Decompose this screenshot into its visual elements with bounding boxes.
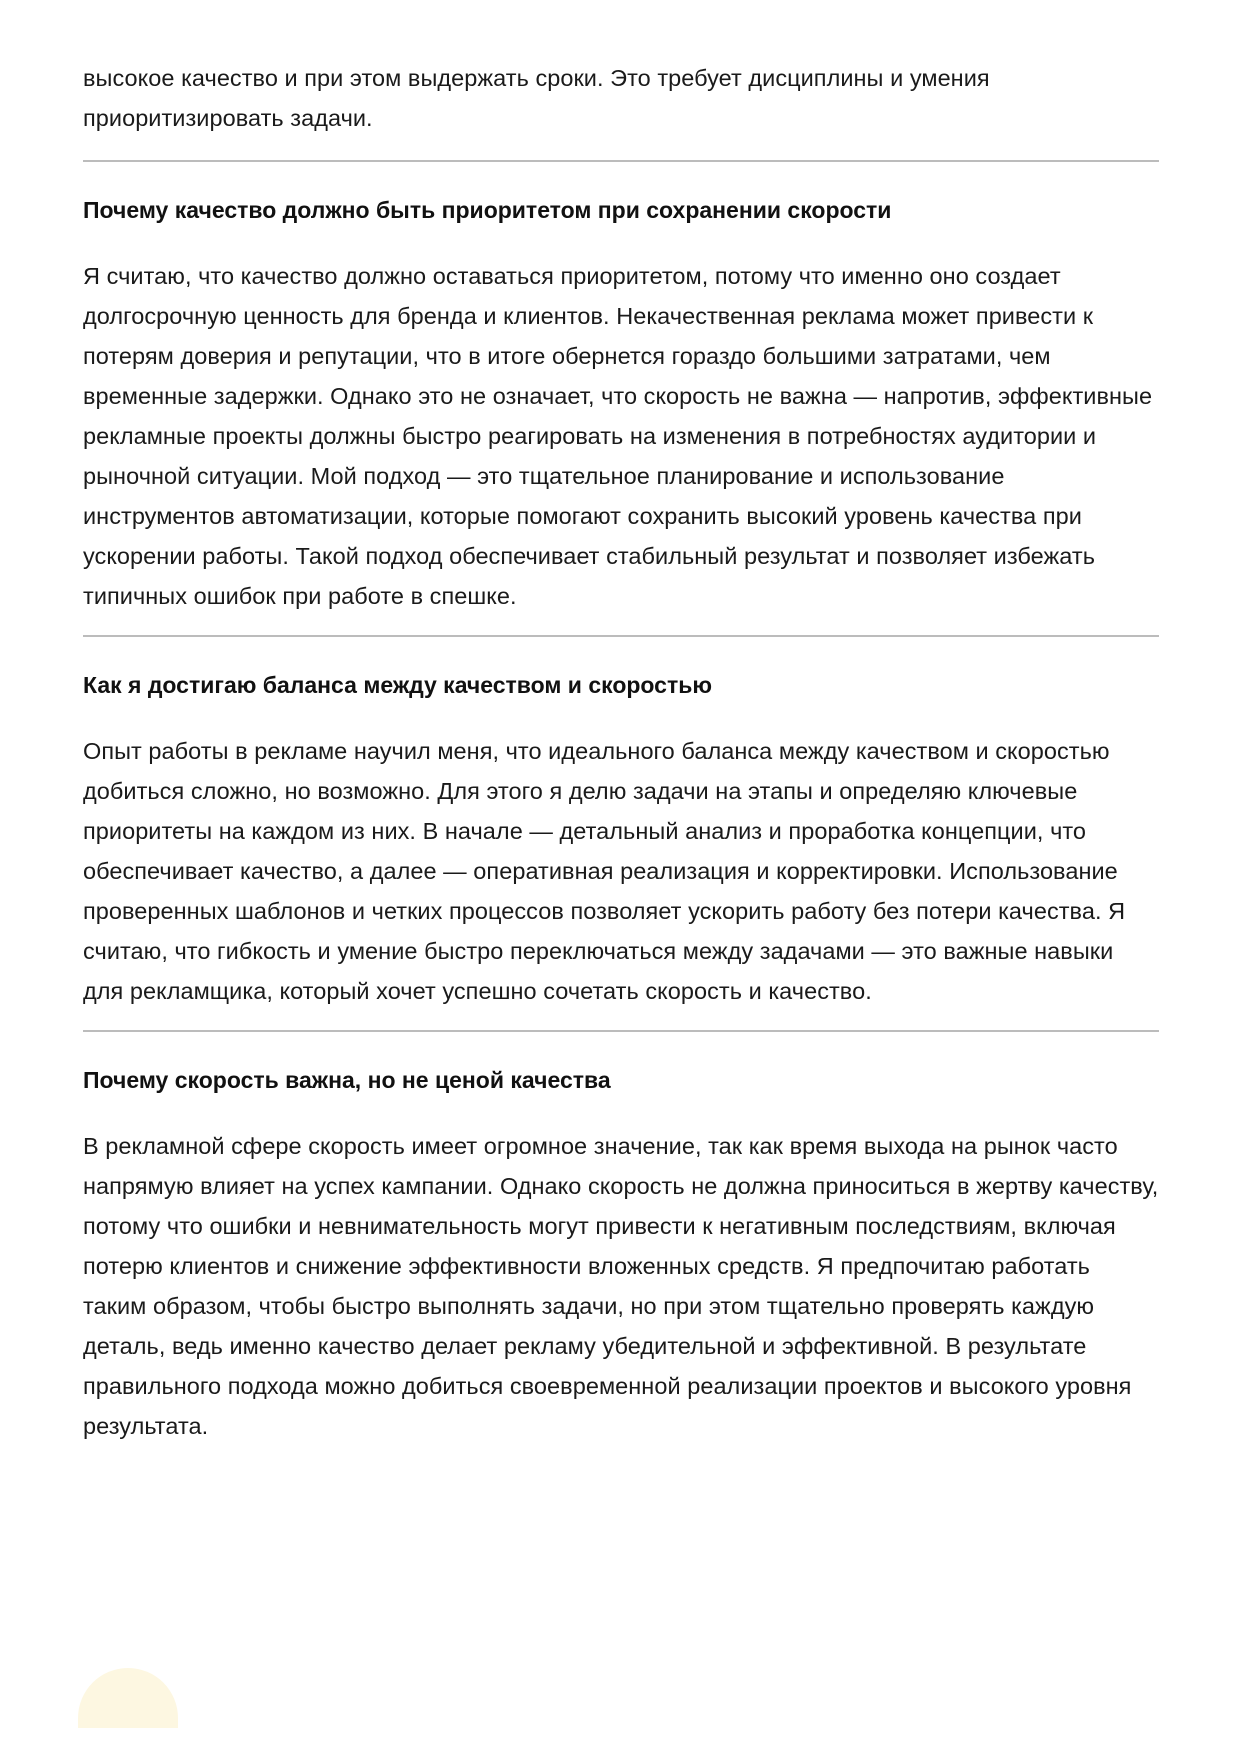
section-paragraph-speed-importance: В рекламной сфере скорость имеет огромное значение, так как время выхода на рынок часто напрямую влияет на успех кампании. Однако скорость не должна приноситься в жертву качеству, потому что ошибки и невнимательность могут привести к негативным последствиям, включая потерю клиентов и снижение эффективности вложенных средств. Я предпочитаю работать таким образом, чтобы быстро выполнять задачи, но при этом тщательно проверять каждую деталь, ведь именно качество делает рекламу убедительной и эффективной. В результате правильного подхода можно добиться своевременной реализации проектов и высокого уровня результата.	[83, 1133, 1159, 1439]
section-heading-quality-priority: Почему качество должно быть приоритетом при сохранении скорости	[83, 197, 892, 223]
section-paragraph-balance: Опыт работы в рекламе научил меня, что идеального баланса между качеством и скоростью добиться сложно, но возможно. Для этого я делю задачи на этапы и определяю ключевые приоритеты на каждом из них. В начале — детальный анализ и проработка концепции, что обеспечивает качество, а далее — оперативная реализация и корректировки. Использование проверенных шаблонов и четких процессов позволяет ускорить работу без потери качества. Я считаю, что гибкость и умение быстро переключаться между задачами — это важные навыки для рекламщика, который хочет успешно сочетать скорость и качество.	[83, 738, 1126, 1004]
section-divider	[83, 1030, 1159, 1032]
intro-paragraph: высокое качество и при этом выдержать сроки. Это требует дисциплины и умения приоритизировать задачи.	[83, 65, 990, 131]
section-paragraph-quality-priority: Я считаю, что качество должно оставаться приоритетом, потому что именно оно создает долгосрочную ценность для бренда и клиентов. Некачественная реклама может привести к потерям доверия и репутации, что в итоге обернется гораздо большими затратами, чем временные задержки. Однако это не означает, что скорость не важна — напротив, эффективные рекламные проекты должны быстро реагировать на изменения в потребностях аудитории и рыночной ситуации. Мой подход — это тщательное планирование и использование инструментов автоматизации, которые помогают сохранить высокий уровень качества при ускорении работы. Такой подход обеспечивает стабильный результат и позволяет избежать типичных ошибок при работе в спешке.	[83, 263, 1153, 609]
section-divider	[83, 160, 1159, 162]
section-heading-speed-importance: Почему скорость важна, но не ценой качества	[83, 1067, 611, 1093]
decorative-corner-shape	[78, 1668, 178, 1728]
section-heading-balance: Как я достигаю баланса между качеством и скоростью	[83, 672, 713, 698]
document-page	[83, 58, 1159, 1446]
section-divider	[83, 635, 1159, 637]
